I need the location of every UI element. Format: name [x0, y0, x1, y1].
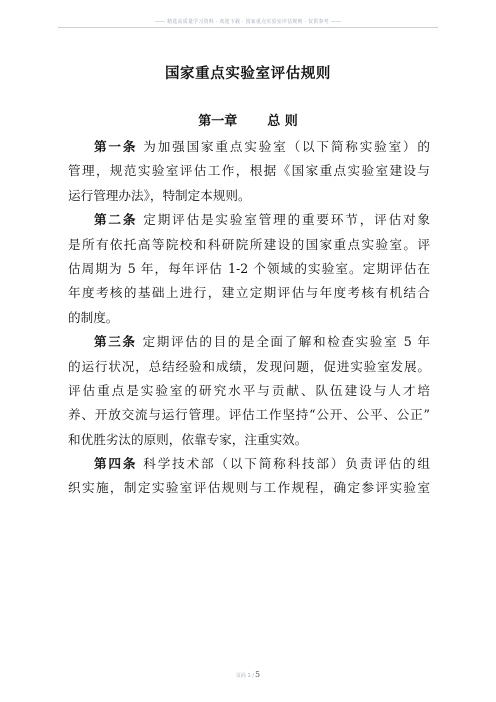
text-line — [68, 355, 430, 379]
text-line — [68, 159, 430, 183]
line-text: 织实施，制定实验室评估规则与工作规程，确定参评实验室 — [68, 480, 430, 496]
text-line — [68, 403, 430, 427]
footer-label: 页码 1 / — [235, 673, 254, 679]
text-line — [68, 257, 430, 281]
chapter-number: 第一章 — [198, 114, 238, 129]
text-line — [68, 208, 430, 232]
article-paragraph — [68, 330, 430, 452]
line-text: 评估重点是实验室的研究水平与贡献、队伍建设与人才培 — [68, 382, 430, 398]
line-text: 养、开放交流与运行管理。评估工作坚持“公开、公平、公正” — [68, 407, 430, 423]
text-line — [68, 428, 430, 452]
text-line — [68, 135, 430, 159]
text-line — [68, 306, 430, 330]
article-label: 第一条 — [94, 139, 138, 154]
document-title: 国家重点实验室评估规则 — [164, 66, 332, 82]
page-header: —— 精选高质量学习资料 · 欢迎下载 · 国家重点实验室评估规则 · 仅供参考 —— — [154, 19, 342, 25]
article-label: 第三条 — [94, 334, 137, 350]
line-text: 的运行状况，总结经验和成绩，发现问题，促进实验室发展。 — [68, 358, 430, 374]
text-line — [68, 184, 430, 208]
line-text: 估周期为 5 年，每年评估 1-2 个领域的实验室。定期评估在 — [68, 260, 430, 276]
chapter-heading — [0, 110, 496, 129]
text-line — [68, 476, 430, 500]
text-line — [68, 330, 430, 354]
line-text: 定期评估的目的是全面了解和检查实验室 5 年 — [142, 334, 431, 350]
text-line — [68, 452, 430, 476]
article-paragraph — [68, 135, 430, 208]
line-text: 年度考核的基础上进行，建立定期评估与年度考核有机结合 — [68, 285, 430, 301]
line-text: 运行管理办法》，特制定本规则。 — [68, 187, 251, 203]
line-text: 为加强国家重点实验室（以下简称实验室）的 — [143, 139, 431, 154]
text-line — [68, 379, 430, 403]
text-line — [68, 233, 430, 257]
article-paragraph — [68, 452, 430, 501]
article-paragraph — [68, 208, 430, 330]
line-text: 和优胜劣汰的原则，依靠专家，注重实效。 — [68, 431, 308, 447]
line-text: 科学技术部（以下简称科技部）负责评估的组 — [143, 456, 431, 472]
article-label: 第四条 — [94, 456, 138, 472]
page-footer — [0, 670, 496, 679]
header-divider — [58, 27, 438, 28]
line-text: 定期评估是实验室管理的重要环节，评估对象 — [143, 212, 431, 228]
document-body — [68, 135, 430, 501]
line-text: 的制度。 — [68, 309, 119, 325]
chapter-name: 总 则 — [267, 114, 298, 129]
article-label: 第二条 — [94, 212, 138, 228]
line-text: 管理，规范实验室评估工作，根据《国家重点实验室建设与 — [68, 163, 430, 179]
line-text: 是所有依托高等院校和科研院所建设的国家重点实验室。评 — [68, 236, 430, 252]
page-number: 5 — [254, 670, 261, 679]
text-line — [68, 281, 430, 305]
